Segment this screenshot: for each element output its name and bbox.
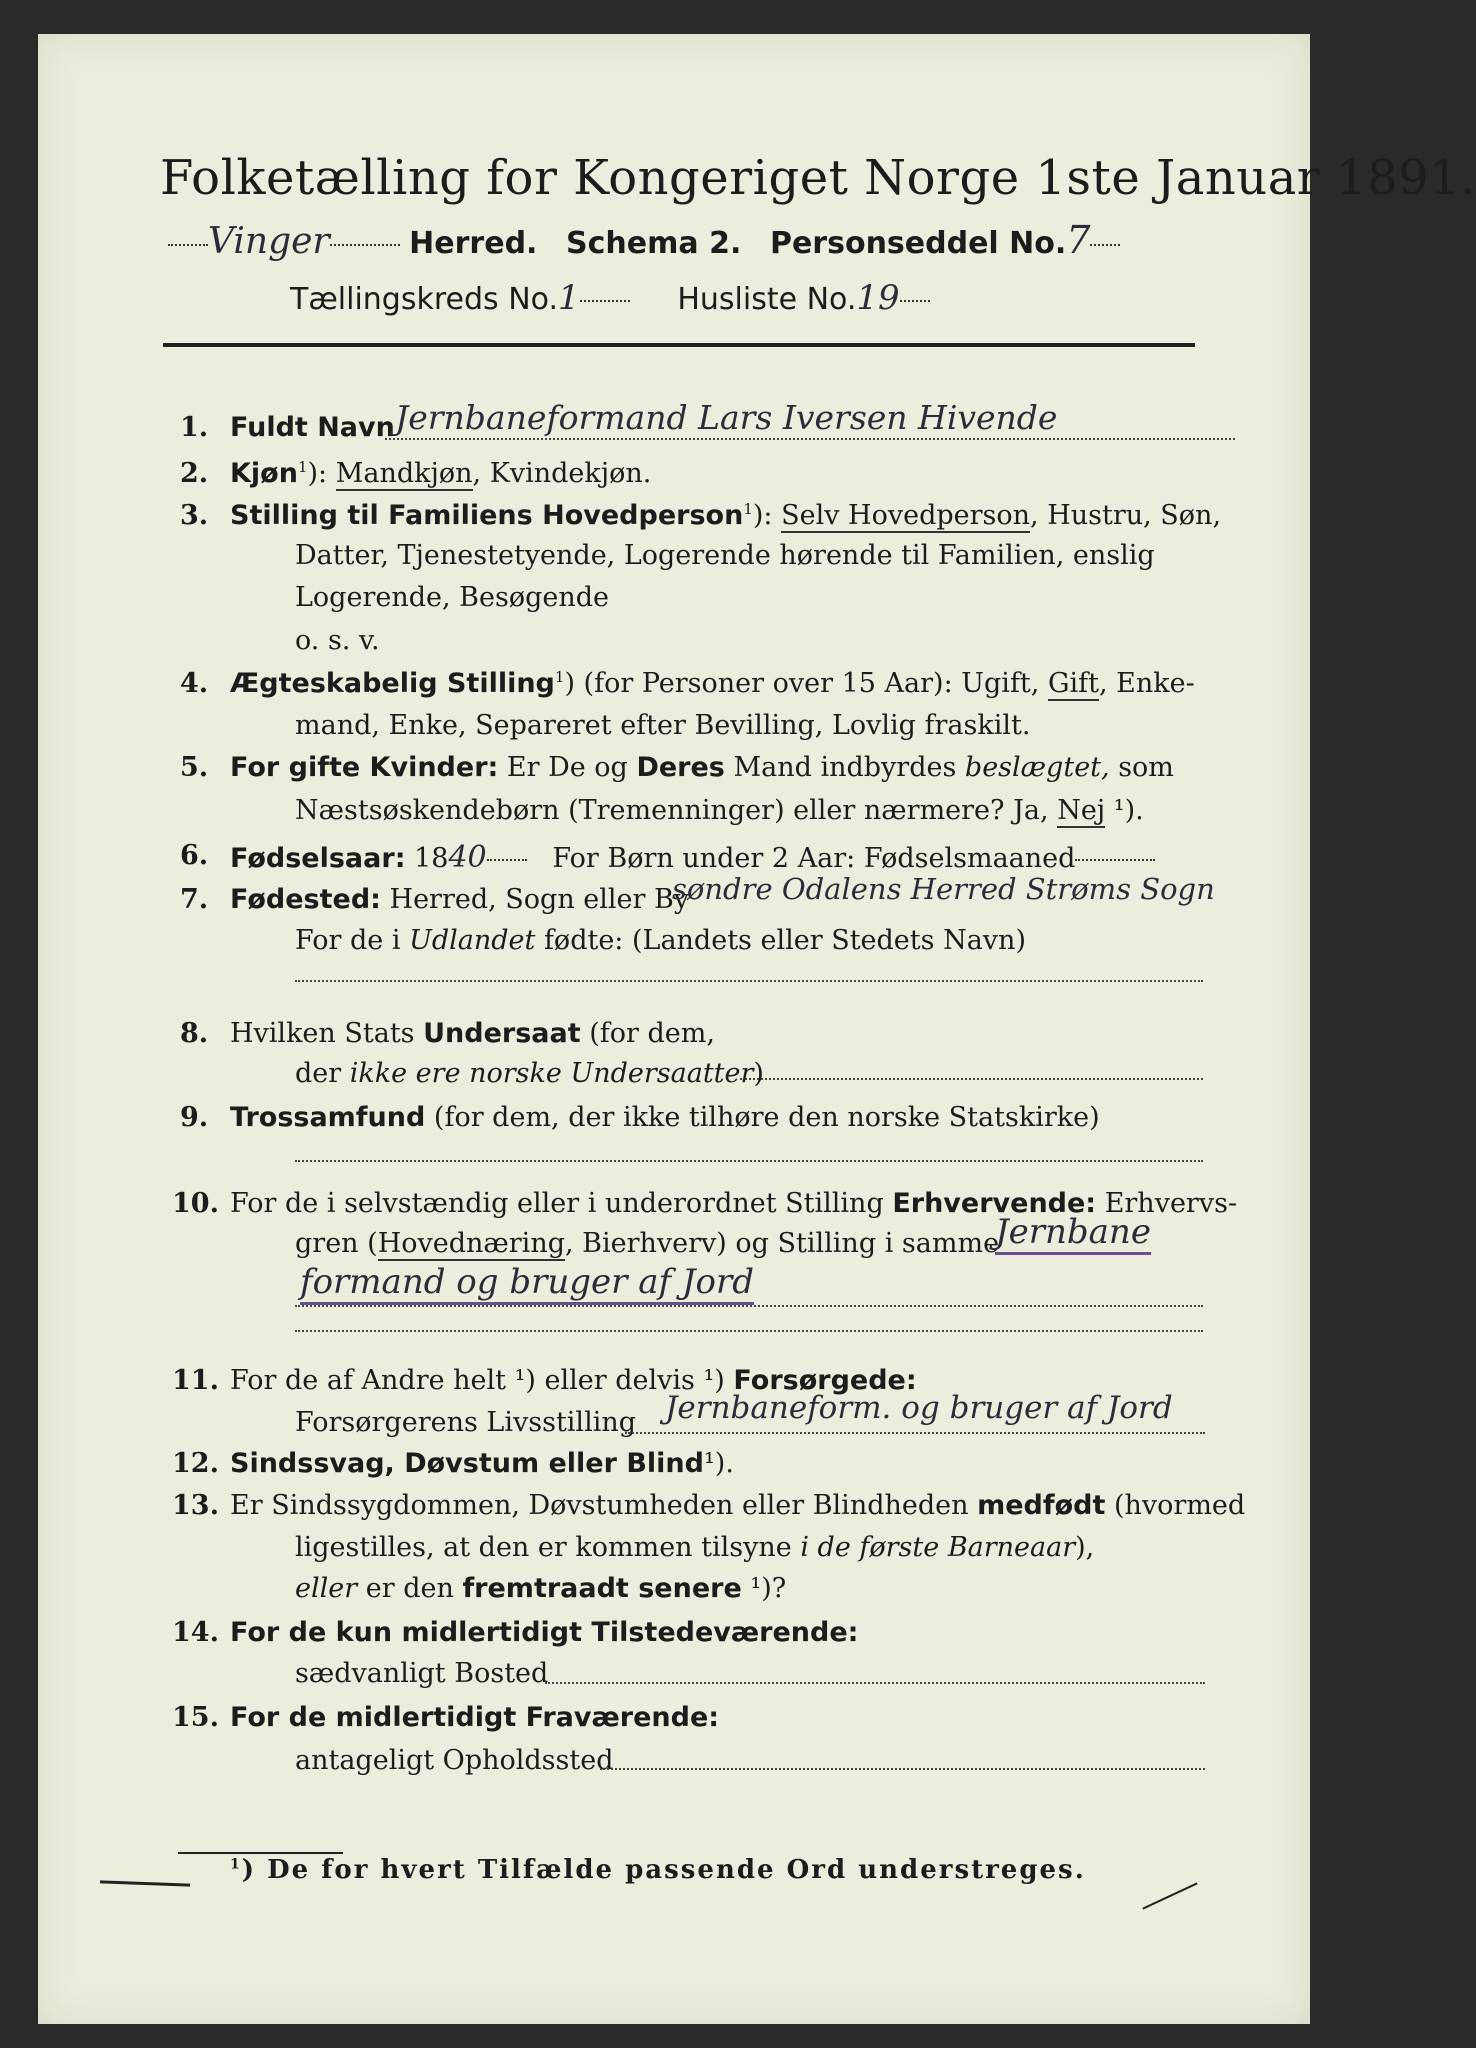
q6-label: Fødselsaar: (230, 843, 406, 874)
q3-text-pre: ): (752, 500, 773, 531)
q8-undersaat: Undersaat (423, 1018, 581, 1049)
q13-line2-post: ), (1075, 1532, 1095, 1563)
q12-label: Sindssvag, Døvstum eller Blind (230, 1448, 704, 1479)
footnote (230, 1855, 1086, 1885)
q1-full-name: Jernbaneformand Lars Iversen Hivende (395, 398, 1058, 437)
q4-line1-mid: ) (for Personer over 15 Aar): Ugift, (564, 668, 1048, 699)
q4-label: Ægteskabelig Stilling (230, 668, 555, 699)
q10-dotline-1 (295, 1305, 1203, 1307)
q6-number: 6. (180, 840, 209, 871)
q10-number: 10. (172, 1188, 219, 1219)
herred-label: Herred. (409, 226, 538, 261)
q14-label: For de kun midlertidigt Tilstedeværende: (230, 1617, 859, 1648)
q7-udlandet: Udlandet (409, 925, 536, 956)
q15-label: For de midlertidigt Fraværende: (230, 1702, 720, 1733)
q8-line-1 (230, 1018, 715, 1049)
personseddel-label: Personseddel No. (769, 226, 1067, 261)
q10-erhvervende: Erhvervende: (892, 1188, 1097, 1219)
q3-line-4: o. s. v. (295, 625, 380, 656)
q7-line2-post: fødte: (Landets eller Stedets Navn) (535, 925, 1026, 956)
q3-line-2: Datter, Tjenestetyende, Logerende hørende til Familien, enslig (295, 540, 1155, 571)
q9-rest: (for dem, der ikke tilhøre den norske Statskirke) (425, 1102, 1100, 1133)
q7-line-2 (295, 925, 1026, 956)
q1-number: 1. (180, 412, 209, 443)
q9-label: Trossamfund (230, 1102, 426, 1133)
q13-line1-post: (hvormed (1105, 1490, 1246, 1521)
q4-option-gift: Gift (1047, 668, 1099, 699)
q14-dotline (545, 1682, 1205, 1684)
q3-option-selv: Selv Hovedperson (781, 500, 1031, 531)
footnote-divider (178, 1852, 343, 1854)
q8-line1-pre: Hvilken Stats (230, 1018, 424, 1049)
q4-sup: 1 (554, 668, 565, 686)
form-title: Folketælling for Kongeriget Norge 1ste Januar 1891. (160, 150, 1476, 206)
q11-provider-occupation: Jernbaneform. og bruger af Jord (665, 1390, 1173, 1426)
kreds-label: Tællingskreds No. (290, 282, 558, 317)
q5-line2-pre: Næstsøskendebørn (Tremenninger) eller nærmere? Ja, (295, 795, 1058, 826)
q10-hovednaering: Hovednæring (377, 1228, 565, 1259)
q2-text-post: , Kvindekjøn. (472, 458, 652, 489)
q3-sup: 1 (743, 500, 753, 518)
q5-label: For gifte Kvinder: (230, 752, 499, 783)
q11-dotline (625, 1432, 1205, 1434)
personseddel-value: 7 (1066, 218, 1091, 262)
q5-text-b: Mand indbyrdes (724, 752, 965, 783)
header-line-1 (168, 218, 1120, 262)
q10-occupation-2 (300, 1262, 754, 1302)
q10-line-2 (295, 1228, 999, 1259)
q4-line-2: mand, Enke, Separeret efter Bevilling, Lovlig fraskilt. (295, 710, 1031, 741)
q1-label: Fuldt Navn (230, 412, 395, 443)
kreds-value: 1 (558, 278, 580, 318)
q13-line-2 (295, 1532, 1094, 1563)
q13-eller: eller (295, 1573, 358, 1604)
footnote-sup: 1 (230, 1856, 242, 1873)
q12-rest: ¹). (703, 1448, 734, 1479)
schema-label: Schema 2. (566, 226, 742, 261)
q13-line2-ital: i de første Barneaar (800, 1532, 1076, 1563)
q13-line-1 (230, 1490, 1245, 1521)
q6-year-value: 40 (448, 840, 487, 875)
q8-line2-ital: ikke ere norske Undersaatter (349, 1058, 754, 1089)
q7-line1-rest: Herred, Sogn eller By (380, 884, 690, 915)
q14-line-2: sædvanligt Bosted (295, 1658, 549, 1689)
q5-line-1 (230, 752, 1174, 783)
q2-label: Kjøn (230, 458, 298, 489)
q7-number: 7. (180, 884, 209, 915)
q10-line1-end: Erhvervs- (1096, 1188, 1238, 1219)
q2-sup: 1 (297, 458, 308, 476)
header-line-2 (290, 278, 930, 318)
q10-line1-pre: For de i selvstændig eller i underordnet Stilling (230, 1188, 893, 1219)
q9-dotline (295, 1160, 1203, 1162)
q7-line2-pre: For de i (295, 925, 410, 956)
q10-line2-pre: gren ( (295, 1228, 378, 1259)
q5-option-nej: Nej (1057, 795, 1106, 826)
q8-line2-post: ) (753, 1058, 764, 1089)
q13-fremtraadt: fremtraadt senere (462, 1573, 742, 1604)
q2-line (230, 458, 651, 489)
q13-line3-mid: er den (357, 1573, 463, 1604)
q5-line1-end: som (1109, 752, 1174, 783)
q7-label: Fødested: (230, 884, 381, 915)
q2-option-mandkjon: Mandkjøn (335, 458, 473, 489)
q5-text-a: Er De og (498, 752, 637, 783)
q6-line (230, 840, 1155, 875)
q11-line1-pre: For de af Andre helt ¹) eller delvis ¹) (230, 1365, 734, 1396)
q6-rest: For Børn under 2 Aar: Fødselsmaaned (552, 843, 1076, 874)
q4-number: 4. (180, 668, 209, 699)
q15-number: 15. (172, 1702, 219, 1733)
q10-line2-post: , Bierhverv) og Stilling i samme (565, 1228, 1000, 1259)
q3-line-1 (230, 500, 1221, 531)
q10-occupation-1: Jernbane (995, 1212, 1151, 1255)
q7-line-1 (230, 884, 689, 915)
q3-label: Stilling til Familiens Hovedperson (230, 500, 744, 531)
husliste-value: 19 (856, 278, 900, 318)
q9-number: 9. (180, 1102, 209, 1133)
q5-number: 5. (180, 752, 209, 783)
q13-medfodt: medfødt (977, 1490, 1106, 1521)
q11-line-2: Forsørgerens Livsstilling (295, 1407, 637, 1438)
q8-line1-post: (for dem, (580, 1018, 715, 1049)
q13-line-3 (295, 1573, 786, 1604)
q14-number: 14. (172, 1617, 219, 1648)
q6-year-prefix: 18 (414, 843, 449, 874)
herred-value: Vinger (208, 221, 330, 262)
husliste-label: Husliste No. (677, 282, 857, 317)
q12-number: 12. (172, 1448, 219, 1479)
q8-number: 8. (180, 1018, 209, 1049)
q8-line2-pre: der (295, 1058, 350, 1089)
q5-beslaegtet: beslægtet, (964, 752, 1110, 783)
q13-line3-post: ¹)? (741, 1573, 787, 1604)
q11-forsorgede: Forsørgede: (733, 1365, 917, 1396)
q2-number: 2. (180, 458, 209, 489)
q5-deres: Deres (636, 752, 725, 783)
q7-dotline (295, 980, 1203, 982)
q15-line-2: antageligt Opholdssted (295, 1745, 614, 1776)
q15-dotline (600, 1768, 1205, 1770)
q12-line (230, 1448, 734, 1479)
q4-line1-end: , Enke- (1099, 668, 1195, 699)
q8-line-2 (295, 1058, 764, 1089)
q3-number: 3. (180, 500, 209, 531)
q11-number: 11. (172, 1365, 219, 1396)
q2-text-pre: ): (307, 458, 328, 489)
q5-line-2 (295, 795, 1144, 826)
q9-line (230, 1102, 1100, 1133)
q3-line-3: Logerende, Besøgende (295, 582, 609, 613)
q10-dotline-2 (295, 1330, 1203, 1332)
q13-number: 13. (172, 1490, 219, 1521)
q13-line2-pre: ligestilles, at den er kommen tilsyne (295, 1532, 801, 1563)
footnote-text: ) De for hvert Tilfælde passende Ord understreges. (241, 1855, 1086, 1885)
q8-dotline (740, 1078, 1203, 1080)
q5-line2-post: ¹). (1105, 795, 1144, 826)
q13-line1-pre: Er Sindssygdommen, Døvstumheden eller Blindheden (230, 1490, 978, 1521)
header-divider (163, 343, 1195, 347)
q10-occupation-2-text: formand og bruger af Jord (300, 1262, 754, 1305)
q7-birthplace: søndre Odalens Herred Strøms Sogn (672, 872, 1215, 906)
q4-line-1 (230, 668, 1195, 699)
q1-dotline (385, 438, 1235, 440)
q3-line1-rest: , Hustru, Søn, (1030, 500, 1222, 531)
